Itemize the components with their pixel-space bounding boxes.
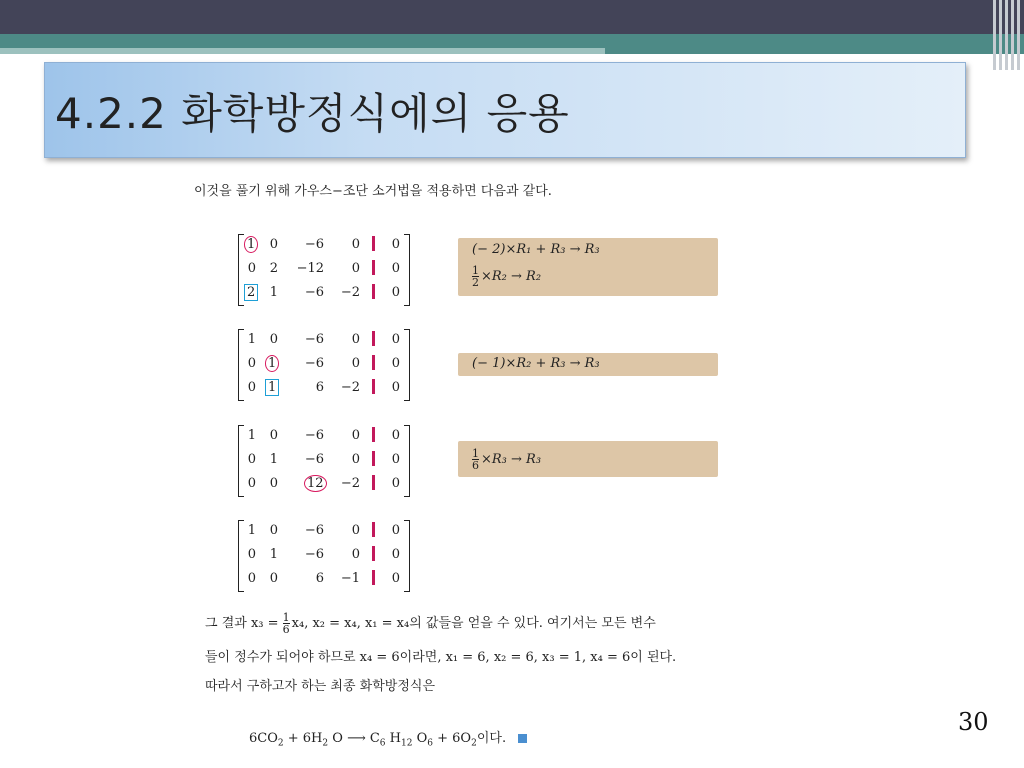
header-light-bar — [0, 48, 605, 54]
title-box — [44, 62, 966, 158]
header-decoration-stripes — [990, 0, 1024, 70]
intro-text: 이것을 풀기 위해 가우스−조단 소거법을 적용하면 다음과 같다. — [194, 184, 552, 199]
matrix-row: 0 1 6 −2 0 — [247, 380, 400, 395]
augment-divider — [372, 236, 375, 251]
matrix-row: 1 0 −6 0 0 — [247, 523, 400, 538]
augment-divider — [372, 522, 375, 537]
pivot-square: 2 — [244, 284, 258, 301]
augment-divider — [372, 427, 375, 442]
augment-divider — [372, 451, 375, 466]
augment-divider — [372, 260, 375, 275]
header-dark-bar — [0, 0, 1024, 34]
row-operation-box-3: $\frac{1}{6}$ ×R₃ → R₃ — [458, 441, 718, 477]
header-teal-bar — [0, 34, 1024, 48]
augment-divider — [372, 546, 375, 561]
result-line-1: 그 결과 x₃ = $\frac{1}{6}$ x₄, x₂ = x₄, x₁ = x₄의 값들을 얻을 수 있다. 여기서는 모든 변수 — [205, 611, 656, 636]
reaction-arrow-icon: ⟶ — [347, 731, 366, 746]
pivot-circle: 1 — [265, 355, 279, 372]
matrix-row: 2 1 −6 −2 0 — [238, 282, 410, 306]
end-of-proof-icon — [518, 734, 527, 743]
result-line-2: 들이 정수가 되어야 하므로 x₄ = 6이라면, x₁ = 6, x₂ = 6, x₃ = 1, x₄ = 6이 된다. — [205, 650, 677, 665]
augment-divider — [372, 570, 375, 585]
augmented-matrix-3 — [238, 425, 410, 497]
augment-divider — [372, 355, 375, 370]
augment-divider — [372, 331, 375, 346]
matrix-row: 0 0 6 −1 0 — [247, 571, 400, 586]
matrix-row: 0 2 −12 0 0 — [247, 261, 400, 276]
fraction: $\frac{1}{6}$ — [472, 447, 479, 472]
fraction: $\frac{1}{6}$ — [282, 611, 290, 636]
final-chemical-equation: $6CO_2 + 6H_2$ O ⟶ $C_6$ $H_{12}$ $O_6 + 6O_2$이다. — [249, 727, 527, 749]
slide-title: 4.2.2 화학방정식에의 응용 — [55, 89, 570, 138]
matrix-row: 0 1 −6 0 0 — [247, 547, 400, 562]
pivot-circle: 1 — [244, 236, 258, 253]
result-line-3: 따라서 구하고자 하는 최종 화학방정식은 — [205, 679, 436, 694]
augment-divider — [372, 379, 375, 394]
pivot-circle: 12 — [304, 475, 327, 492]
matrix-row: 0 0 12 −2 0 — [247, 476, 400, 491]
pivot-square: 1 — [265, 379, 279, 396]
augmented-matrix-2 — [238, 329, 410, 401]
fraction: $\frac{1}{2}$ — [472, 264, 479, 289]
matrix-row: 0 1 −6 0 0 — [247, 452, 400, 467]
matrix-row: 1 0 −6 0 0 — [238, 234, 410, 258]
augmented-matrix-1 — [238, 234, 410, 306]
row-operation-box-1: (− 2)×R₁ + R₃ → R₃ $\frac{1}{2}$ ×R₂ → R₂ — [458, 238, 718, 296]
header-teal-bar-right — [605, 48, 1024, 54]
augment-divider — [372, 475, 375, 490]
augment-divider — [372, 284, 375, 299]
matrix-row: 0 1 −6 0 0 — [247, 356, 400, 371]
augmented-matrix-4 — [238, 520, 410, 592]
row-operation-box-2: (− 1)×R₂ + R₃ → R₃ — [458, 353, 718, 376]
page-number: 30 — [958, 708, 989, 736]
matrix-row: 1 0 −6 0 0 — [247, 332, 400, 347]
matrix-row: 1 0 −6 0 0 — [247, 428, 400, 443]
